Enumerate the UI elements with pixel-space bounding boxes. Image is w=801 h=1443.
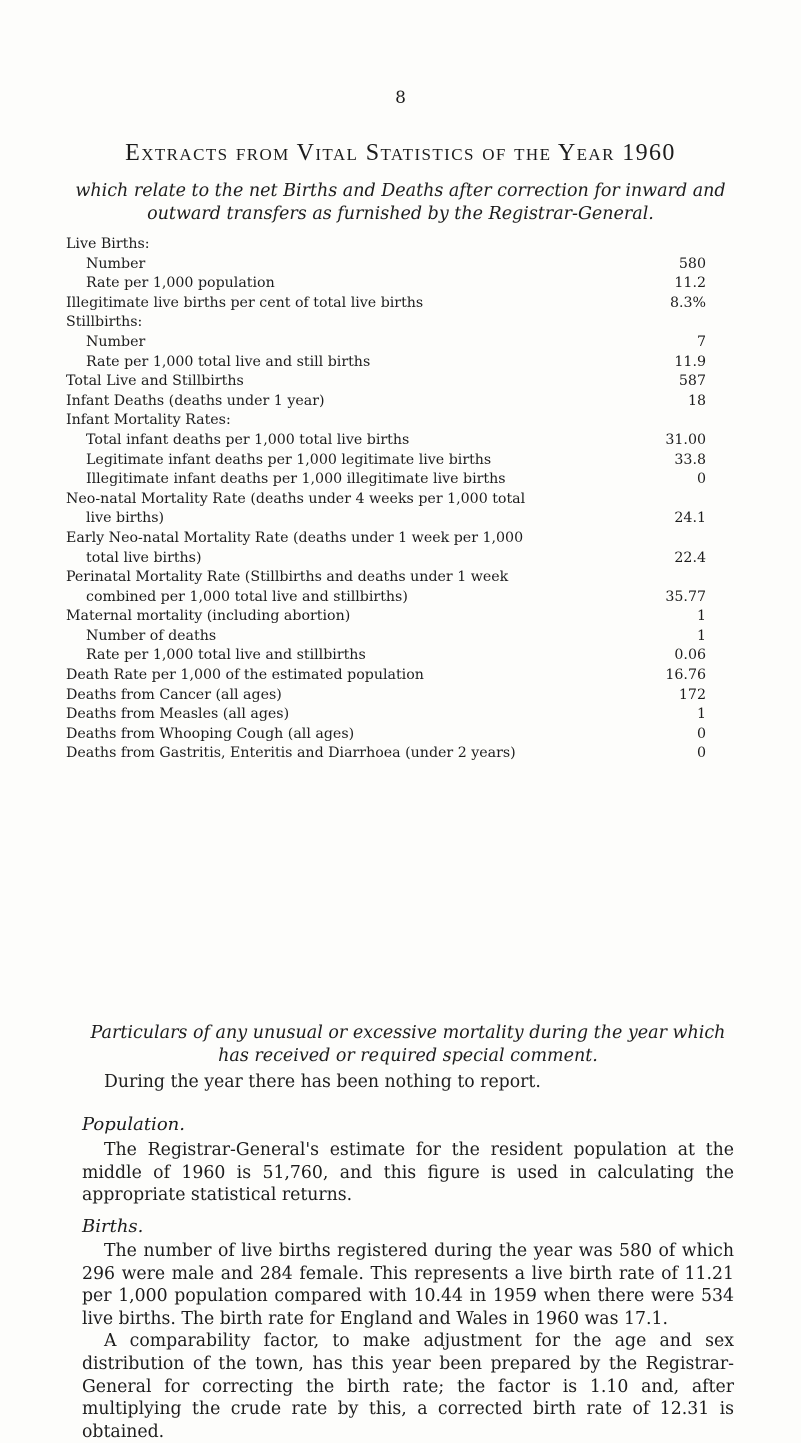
stat-row: combined per 1,000 total live and stillbirths) 35.77 <box>86 588 706 605</box>
stat-row: Rate per 1,000 total live and stillbirths 0.06 <box>86 647 706 664</box>
stat-row: Number 7 <box>86 333 706 350</box>
stat-row: Deaths from Whooping Cough (all ages) 0 <box>66 725 706 742</box>
stat-row: Deaths from Cancer (all ages) 172 <box>66 686 706 703</box>
stat-row: Number of deaths 1 <box>86 627 706 644</box>
particulars-text: During the year there has been nothing to report. <box>104 1072 541 1092</box>
births-paragraph-2: A comparability factor, to make adjustment for the age and sex distribution of the town, has this year been prepared by the Registrar-General for correcting the birth rate; the factor is 1.10 and, after multiplying the crude rate by this, a corrected birth rate of 12.31 is obtained. <box>82 1331 734 1442</box>
stat-row: Perinatal Mortality Rate (Stillbirths and deaths under 1 week <box>66 569 509 586</box>
stat-row: Deaths from Measles (all ages) 1 <box>66 706 706 723</box>
stat-row: total live births) 22.4 <box>86 549 706 566</box>
stat-row: Total Live and Stillbirths 587 <box>66 373 706 390</box>
stat-row: Number 580 <box>86 255 706 272</box>
population-text: The Registrar-General's estimate for the resident population at the middle of 1960 is 51,760, and this figure is used in calculating the appropriate statistical returns. <box>82 1140 734 1206</box>
stat-row: Early Neo-natal Mortality Rate (deaths under 1 week per 1,000 <box>66 529 524 546</box>
infant-mortality-header: Infant Mortality Rates: <box>66 412 231 429</box>
stillbirths-header: Stillbirths: <box>66 314 143 331</box>
page-number: 8 <box>395 88 406 108</box>
stat-row: live births) 24.1 <box>86 510 706 527</box>
population-title: Population. <box>82 1114 185 1135</box>
births-paragraph-1: The number of live births registered during the year was 580 of which 296 were male and 284 female. This represents a live birth rate of 11.21 per 1,000 population compared with 10.44 in 1959 when there were 534 live births. The birth rate for England and Wales in 1960 was 17.1. <box>82 1241 734 1329</box>
stat-row: Total infant deaths per 1,000 total live births 31.00 <box>86 431 706 448</box>
particulars-heading: Particulars of any unusual or excessive mortality during the year which has received or required special comment. <box>90 1023 726 1066</box>
births-title: Births. <box>82 1216 144 1237</box>
stat-row: Rate per 1,000 total live and still births 11.9 <box>86 353 706 370</box>
document-subtitle: which relate to the net Births and Deaths after correction for inward and outward transfers as furnished by the Registrar-General. <box>75 181 726 224</box>
stat-row: Legitimate infant deaths per 1,000 legitimate live births 33.8 <box>86 451 706 468</box>
stat-row: Infant Deaths (deaths under 1 year) 18 <box>66 392 706 409</box>
births-text <box>82 1240 734 1442</box>
vital-statistics-table <box>66 235 706 764</box>
stat-row: Illegitimate live births per cent of total live births 8.3% <box>66 294 706 311</box>
stat-row: Maternal mortality (including abortion) 1 <box>66 608 706 625</box>
stat-row: Illegitimate infant deaths per 1,000 illegitimate live births 0 <box>86 471 706 488</box>
stat-row: Death Rate per 1,000 of the estimated population 16.76 <box>66 667 706 684</box>
live-births-header: Live Births: <box>66 236 150 252</box>
stat-row: Deaths from Gastritis, Enteritis and Diarrhoea (under 2 years) 0 <box>66 745 706 762</box>
document-title: Extracts from Vital Statistics of the Year 1960 <box>125 140 676 166</box>
stat-row: Neo-natal Mortality Rate (deaths under 4 weeks per 1,000 total <box>66 490 526 507</box>
stat-row: Rate per 1,000 population 11.2 <box>86 275 706 292</box>
